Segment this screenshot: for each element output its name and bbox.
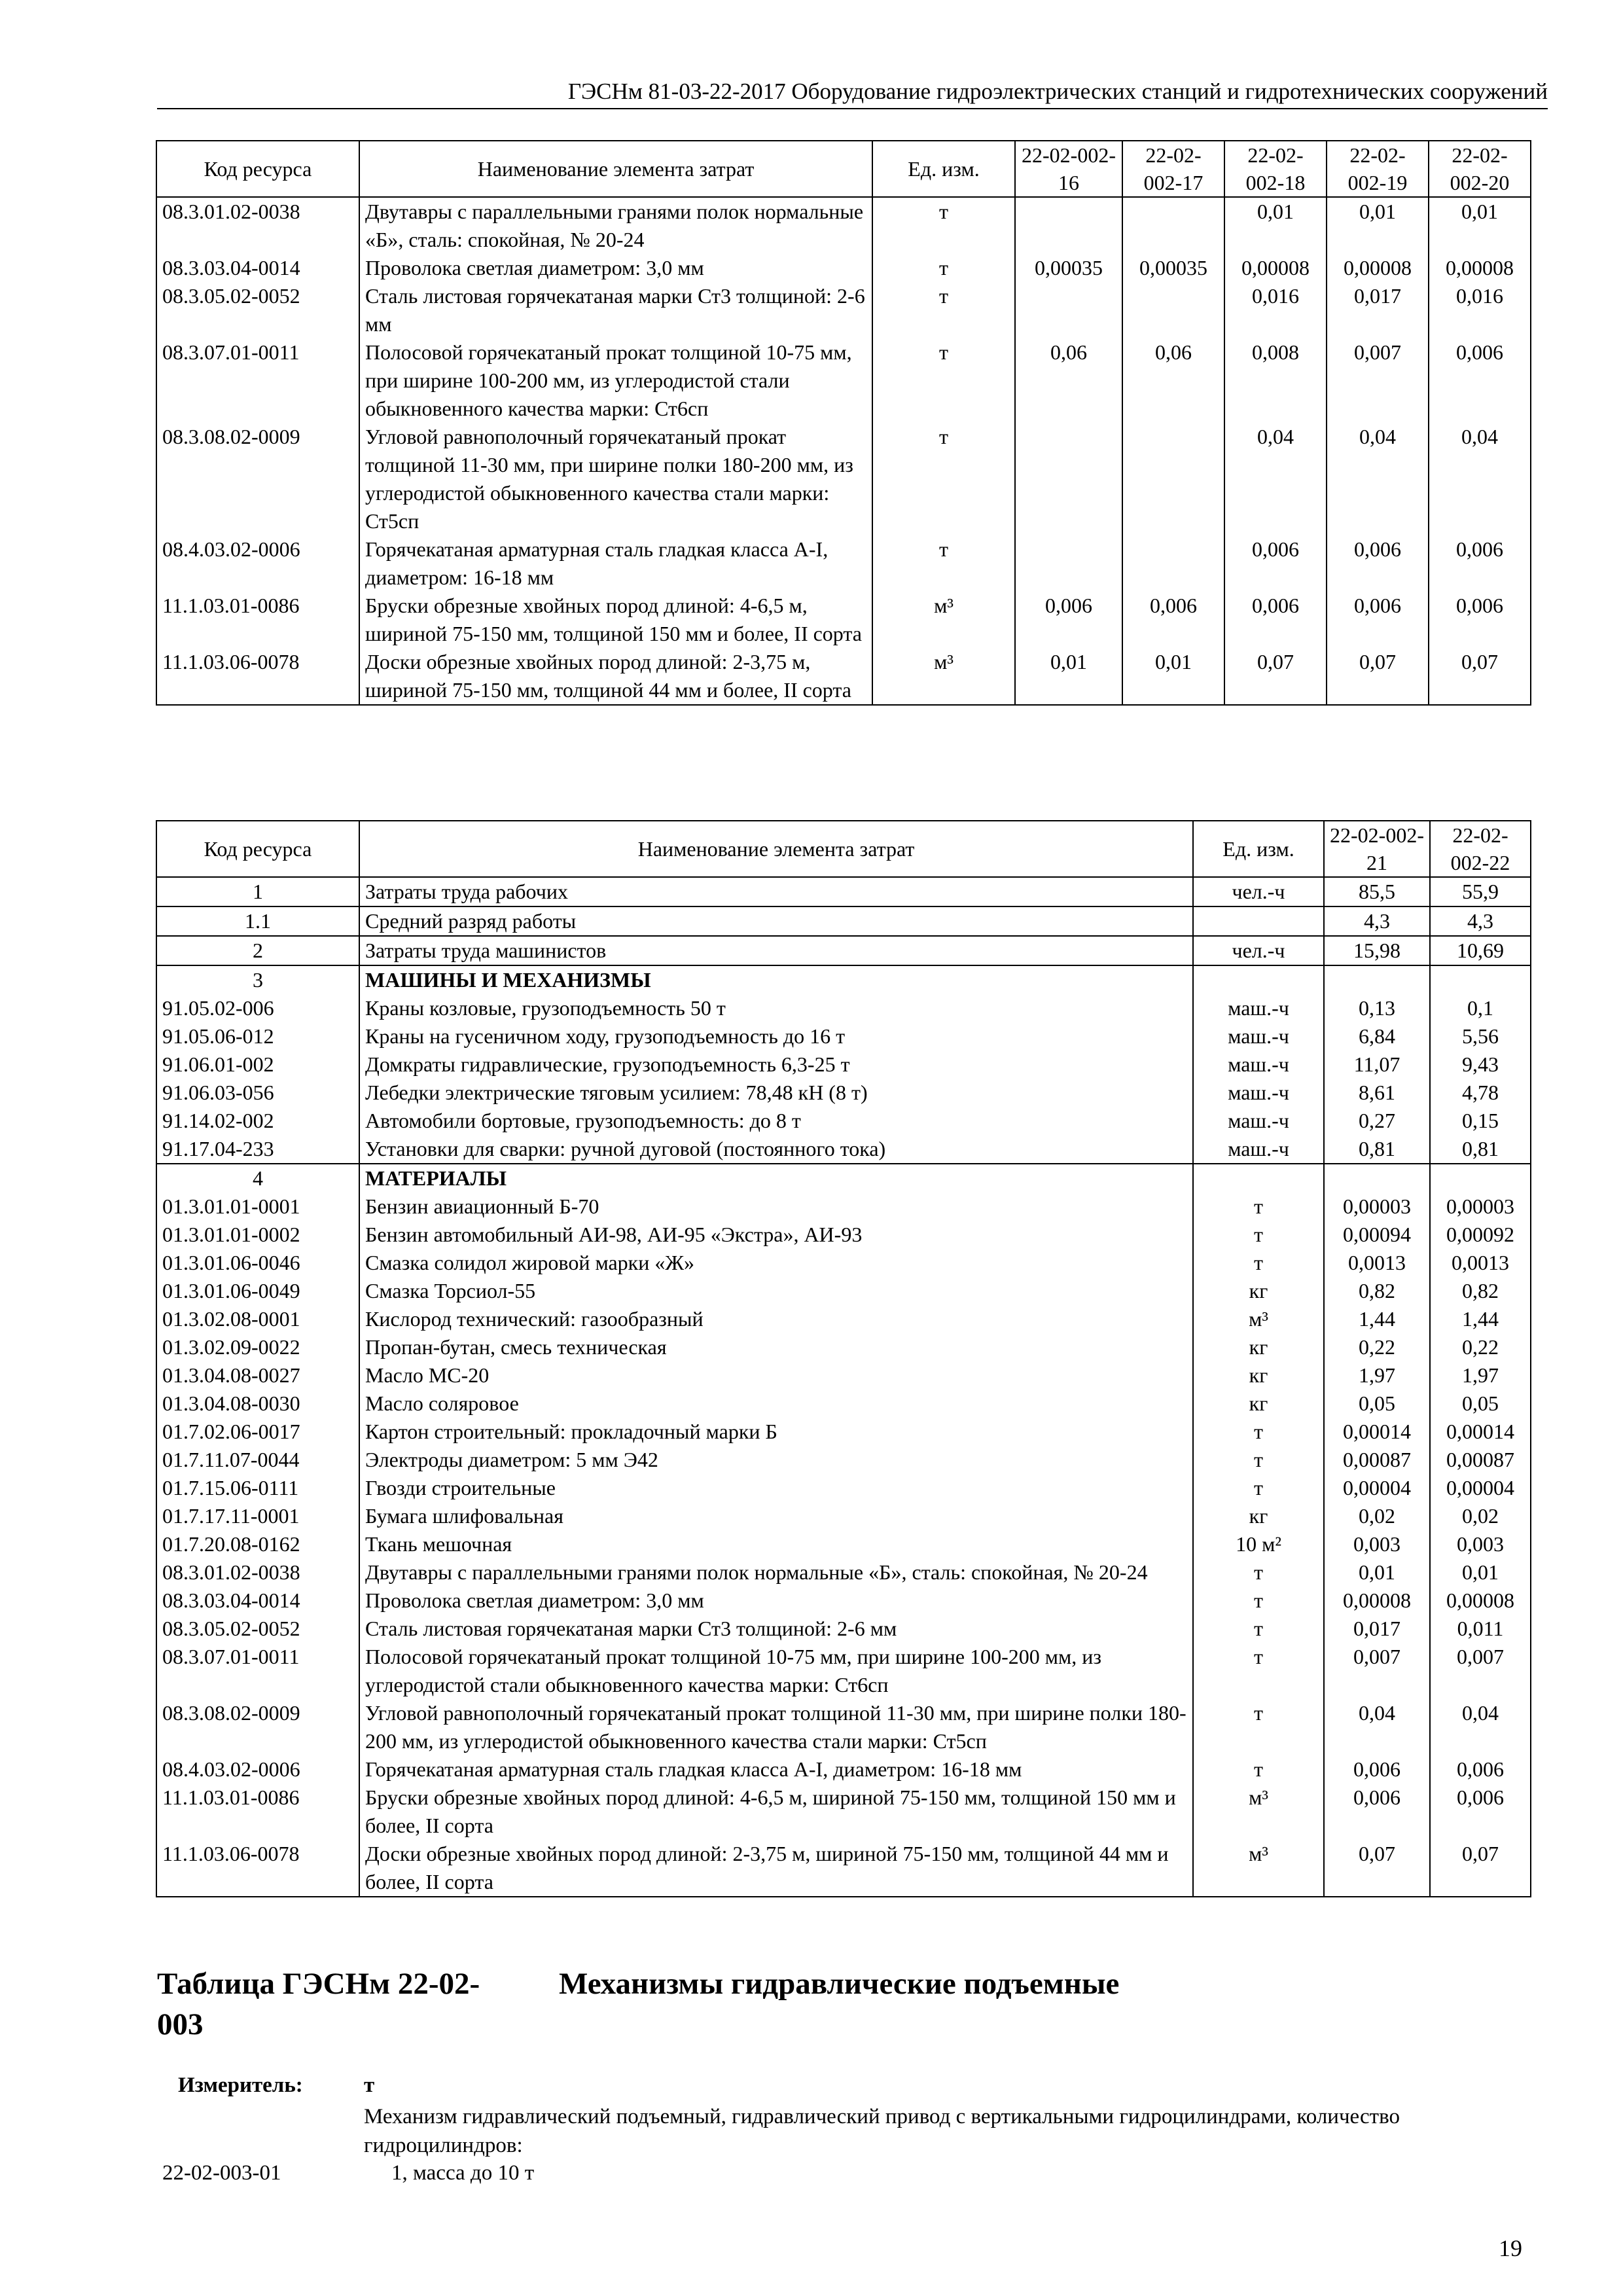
value-cell: 0,13: [1324, 994, 1430, 1022]
value-cell: 0,01: [1324, 1558, 1430, 1587]
value-cell: 0,006: [1430, 1784, 1531, 1840]
value-cell: 1,97: [1430, 1361, 1531, 1390]
table-row: [156, 1390, 1531, 1418]
resource-name-cell: Электроды диаметром: 5 мм Э42: [359, 1446, 1193, 1474]
resource-name-cell: Горячекатаная арматурная сталь гладкая класса А-I, диаметром: 16-18 мм: [359, 1755, 1193, 1784]
resource-name-cell: Полосовой горячекатаный прокат толщиной 10-75 мм, при ширине 100-200 мм, из углеродистой стали обыкновенного качества марки: Ст6сп: [359, 338, 872, 423]
unit-cell: м³: [1193, 1305, 1324, 1333]
table-row: [156, 1333, 1531, 1361]
value-cell: 0,06: [1122, 338, 1224, 423]
value-cell: [1324, 1164, 1430, 1193]
table-row: [156, 1643, 1531, 1699]
resource-name-cell: Горячекатаная арматурная сталь гладкая класса А-I, диаметром: 16-18 мм: [359, 535, 872, 592]
resource-code-cell: 08.3.08.02-0009: [156, 1699, 359, 1755]
table-header-row: [156, 821, 1531, 877]
column-header: Наименование элемента затрат: [359, 821, 1193, 877]
value-cell: 0,016: [1429, 282, 1531, 338]
resource-name-cell: Смазка солидол жировой марки «Ж»: [359, 1249, 1193, 1277]
norm-name: 1, масса до 10 т: [391, 2161, 535, 2185]
value-cell: 0,00014: [1430, 1418, 1531, 1446]
resource-name-cell: Угловой равнополочный горячекатаный прокат толщиной 11-30 мм, при ширине полки 180-200 мм, из углеродистой обыкновенного качества стали марки: Ст5сп: [359, 1699, 1193, 1755]
resource-code-cell: 01.7.20.08-0162: [156, 1530, 359, 1558]
resource-table-2: [156, 820, 1531, 1897]
unit-cell: т: [1193, 1755, 1324, 1784]
resource-name-cell: Бензин авиационный Б-70: [359, 1193, 1193, 1221]
value-cell: 0,006: [1429, 592, 1531, 648]
column-header: Наименование элемента затрат: [359, 141, 872, 197]
value-cell: 0,22: [1430, 1333, 1531, 1361]
table-row: [156, 1107, 1531, 1135]
header-rule: [157, 108, 1548, 109]
table-row: [156, 994, 1531, 1022]
column-header: 22-02-002-17: [1122, 141, 1224, 197]
unit-cell: т: [1193, 1474, 1324, 1502]
resource-name-cell: Сталь листовая горячекатаная марки Ст3 толщиной: 2-6 мм: [359, 1615, 1193, 1643]
unit-cell: маш.-ч: [1193, 1107, 1324, 1135]
resource-name-cell: Проволока светлая диаметром: 3,0 мм: [359, 1587, 1193, 1615]
resource-code-cell: 01.3.02.09-0022: [156, 1333, 359, 1361]
table-row: [156, 1164, 1531, 1193]
resource-code-cell: 08.4.03.02-0006: [156, 1755, 359, 1784]
value-cell: 0,006: [1224, 535, 1327, 592]
resource-code-cell: 91.06.03-056: [156, 1079, 359, 1107]
value-cell: 0,00094: [1324, 1221, 1430, 1249]
resource-name-cell: Доски обрезные хвойных пород длиной: 2-3,75 м, шириной 75-150 мм, толщиной 44 мм и более, II сорта: [359, 648, 872, 705]
unit-cell: маш.-ч: [1193, 1079, 1324, 1107]
value-cell: 8,61: [1324, 1079, 1430, 1107]
resource-name-cell: Средний разряд работы: [359, 906, 1193, 936]
value-cell: 0,00087: [1324, 1446, 1430, 1474]
resource-name-cell: Краны козловые, грузоподъемность 50 т: [359, 994, 1193, 1022]
resource-name-cell: Ткань мешочная: [359, 1530, 1193, 1558]
resource-code-cell: 08.3.07.01-0011: [156, 1643, 359, 1699]
value-cell: 0,05: [1430, 1390, 1531, 1418]
unit-cell: т: [1193, 1699, 1324, 1755]
value-cell: 0,006: [1429, 338, 1531, 423]
unit-cell: кг: [1193, 1333, 1324, 1361]
value-cell: [1122, 423, 1224, 535]
value-cell: 0,07: [1327, 648, 1429, 705]
value-cell: 0,07: [1429, 648, 1531, 705]
table-row: [156, 1050, 1531, 1079]
value-cell: 0,017: [1324, 1615, 1430, 1643]
table-row: [156, 877, 1531, 906]
resource-name-cell: Сталь листовая горячекатаная марки Ст3 толщиной: 2-6 мм: [359, 282, 872, 338]
unit-cell: [1193, 906, 1324, 936]
value-cell: 0,011: [1430, 1615, 1531, 1643]
column-header: 22-02-002-18: [1224, 141, 1327, 197]
table-row: [156, 1502, 1531, 1530]
value-cell: 0,02: [1430, 1502, 1531, 1530]
resource-name-cell: Смазка Торсиол-55: [359, 1277, 1193, 1305]
value-cell: 1,44: [1324, 1305, 1430, 1333]
value-cell: [1122, 535, 1224, 592]
resource-code-cell: 11.1.03.01-0086: [156, 592, 359, 648]
table-row: [156, 936, 1531, 965]
value-cell: 0,00004: [1324, 1474, 1430, 1502]
resource-name-cell: Масло МС-20: [359, 1361, 1193, 1390]
unit-cell: т: [1193, 1615, 1324, 1643]
unit-cell: кг: [1193, 1390, 1324, 1418]
table-row: [156, 648, 1531, 705]
page-header: ГЭСНм 81-03-22-2017 Оборудование гидроэлектрических станций и гидротехнических сооружений: [567, 79, 1548, 104]
column-header: 22-02-002-16: [1015, 141, 1122, 197]
table-row: [156, 1193, 1531, 1221]
table-row: [156, 1784, 1531, 1840]
value-cell: [1015, 535, 1122, 592]
value-cell: 0,0013: [1430, 1249, 1531, 1277]
unit-cell: [1193, 1164, 1324, 1193]
resource-name-cell: Масло соляровое: [359, 1390, 1193, 1418]
resource-code-cell: 08.3.01.02-0038: [156, 197, 359, 254]
value-cell: 0,01: [1015, 648, 1122, 705]
table-row: [156, 1446, 1531, 1474]
table-row: [156, 1418, 1531, 1446]
column-header: 22-02-002-20: [1429, 141, 1531, 197]
value-cell: 0,00008: [1430, 1587, 1531, 1615]
resource-code-cell: 91.17.04-233: [156, 1135, 359, 1164]
resource-name-cell: Бензин автомобильный АИ-98, АИ-95 «Экстра», АИ-93: [359, 1221, 1193, 1249]
resource-code-cell: 91.05.06-012: [156, 1022, 359, 1050]
unit-cell: чел.-ч: [1193, 877, 1324, 906]
unit-cell: маш.-ч: [1193, 994, 1324, 1022]
value-cell: 0,15: [1430, 1107, 1531, 1135]
value-cell: 0,07: [1430, 1840, 1531, 1897]
value-cell: 0,0013: [1324, 1249, 1430, 1277]
unit-cell: кг: [1193, 1361, 1324, 1390]
value-cell: 0,00008: [1324, 1587, 1430, 1615]
resource-name-cell: МАШИНЫ И МЕХАНИЗМЫ: [359, 965, 1193, 994]
table-row: [156, 906, 1531, 936]
unit-cell: кг: [1193, 1277, 1324, 1305]
resource-code-cell: 01.7.17.11-0001: [156, 1502, 359, 1530]
table-row: [156, 1305, 1531, 1333]
value-cell: 0,007: [1327, 338, 1429, 423]
unit-cell: т: [1193, 1193, 1324, 1221]
resource-code-cell: 08.3.03.04-0014: [156, 1587, 359, 1615]
value-cell: 0,05: [1324, 1390, 1430, 1418]
value-cell: 1,44: [1430, 1305, 1531, 1333]
resource-name-cell: Двутавры с параллельными гранями полок нормальные «Б», сталь: спокойная, № 20-24: [359, 1558, 1193, 1587]
value-cell: 0,017: [1327, 282, 1429, 338]
unit-cell: 10 м²: [1193, 1530, 1324, 1558]
value-cell: 0,006: [1324, 1755, 1430, 1784]
value-cell: 11,07: [1324, 1050, 1430, 1079]
column-header: 22-02-002-19: [1327, 141, 1429, 197]
value-cell: 0,003: [1324, 1530, 1430, 1558]
resource-name-cell: Домкраты гидравлические, грузоподъемность 6,3-25 т: [359, 1050, 1193, 1079]
table-title-code: Таблица ГЭСНм 22-02-003: [157, 1967, 480, 2041]
meter-label: Измеритель:: [178, 2073, 303, 2097]
resource-code-cell: 1: [156, 877, 359, 906]
unit-cell: т: [1193, 1446, 1324, 1474]
page-number: 19: [1499, 2235, 1522, 2261]
value-cell: 0,04: [1324, 1699, 1430, 1755]
value-cell: [1122, 282, 1224, 338]
resource-code-cell: 11.1.03.06-0078: [156, 648, 359, 705]
value-cell: 0,82: [1430, 1277, 1531, 1305]
table-row: [156, 254, 1531, 282]
resource-name-cell: Лебедки электрические тяговым усилием: 78,48 кН (8 т): [359, 1079, 1193, 1107]
unit-cell: маш.-ч: [1193, 1135, 1324, 1164]
unit-cell: м³: [1193, 1840, 1324, 1897]
value-cell: 0,006: [1015, 592, 1122, 648]
value-cell: [1430, 1164, 1531, 1193]
column-header: 22-02-002-21: [1324, 821, 1430, 877]
table-row: [156, 282, 1531, 338]
table-row: [156, 1755, 1531, 1784]
value-cell: 10,69: [1430, 936, 1531, 965]
resource-code-cell: 01.3.01.01-0002: [156, 1221, 359, 1249]
norm-description: Механизм гидравлический подъемный, гидравлический привод с вертикальными гидроцилиндрами, количество гидроцилиндров:: [364, 2105, 1400, 2157]
resource-code-cell: 08.3.03.04-0014: [156, 254, 359, 282]
value-cell: 0,02: [1324, 1502, 1430, 1530]
table-row: [156, 965, 1531, 994]
resource-code-cell: 08.3.07.01-0011: [156, 338, 359, 423]
value-cell: 0,008: [1224, 338, 1327, 423]
unit-cell: м³: [1193, 1784, 1324, 1840]
unit-cell: т: [872, 197, 1015, 254]
resource-code-cell: 01.3.01.06-0049: [156, 1277, 359, 1305]
resource-code-cell: 11.1.03.01-0086: [156, 1784, 359, 1840]
resource-code-cell: 01.3.04.08-0027: [156, 1361, 359, 1390]
column-header: Ед. изм.: [872, 141, 1015, 197]
value-cell: 4,3: [1324, 906, 1430, 936]
value-cell: 55,9: [1430, 877, 1531, 906]
value-cell: 0,01: [1224, 197, 1327, 254]
column-header: 22-02-002-22: [1430, 821, 1531, 877]
value-cell: 15,98: [1324, 936, 1430, 965]
resource-code-cell: 91.05.02-006: [156, 994, 359, 1022]
unit-cell: т: [872, 338, 1015, 423]
value-cell: 0,01: [1122, 648, 1224, 705]
resource-code-cell: 01.7.02.06-0017: [156, 1418, 359, 1446]
resource-code-cell: 01.3.02.08-0001: [156, 1305, 359, 1333]
resource-name-cell: Угловой равнополочный горячекатаный прокат толщиной 11-30 мм, при ширине полки 180-200 мм, из углеродистой обыкновенного качества стали марки: Ст5сп: [359, 423, 872, 535]
table-row: [156, 338, 1531, 423]
value-cell: [1015, 282, 1122, 338]
value-cell: 0,07: [1324, 1840, 1430, 1897]
resource-code-cell: 08.3.05.02-0052: [156, 282, 359, 338]
resource-code-cell: 08.3.05.02-0052: [156, 1615, 359, 1643]
unit-cell: м³: [872, 648, 1015, 705]
unit-cell: т: [872, 254, 1015, 282]
table-row: [156, 1135, 1531, 1164]
resource-name-cell: Проволока светлая диаметром: 3,0 мм: [359, 254, 872, 282]
resource-name-cell: МАТЕРИАЛЫ: [359, 1164, 1193, 1193]
resource-name-cell: Доски обрезные хвойных пород длиной: 2-3,75 м, шириной 75-150 мм, толщиной 44 мм и более, II сорта: [359, 1840, 1193, 1897]
unit-cell: чел.-ч: [1193, 936, 1324, 965]
value-cell: 1,97: [1324, 1361, 1430, 1390]
table-row: [156, 1474, 1531, 1502]
value-cell: [1015, 197, 1122, 254]
unit-cell: т: [872, 282, 1015, 338]
value-cell: 0,007: [1430, 1643, 1531, 1699]
resource-name-cell: Двутавры с параллельными гранями полок нормальные «Б», сталь: спокойная, № 20-24: [359, 197, 872, 254]
unit-cell: т: [1193, 1587, 1324, 1615]
value-cell: 0,04: [1430, 1699, 1531, 1755]
resource-code-cell: 01.3.01.01-0001: [156, 1193, 359, 1221]
resource-code-cell: 01.7.15.06-0111: [156, 1474, 359, 1502]
unit-cell: маш.-ч: [1193, 1022, 1324, 1050]
table-row: [156, 1587, 1531, 1615]
value-cell: 0,07: [1224, 648, 1327, 705]
resource-name-cell: Гвозди строительные: [359, 1474, 1193, 1502]
value-cell: 0,00008: [1429, 254, 1531, 282]
unit-cell: т: [872, 535, 1015, 592]
value-cell: 0,00003: [1430, 1193, 1531, 1221]
unit-cell: маш.-ч: [1193, 1050, 1324, 1079]
unit-cell: [1193, 965, 1324, 994]
value-cell: 0,006: [1224, 592, 1327, 648]
resource-code-cell: 11.1.03.06-0078: [156, 1840, 359, 1897]
table-row: [156, 1249, 1531, 1277]
unit-cell: м³: [872, 592, 1015, 648]
column-header: Ед. изм.: [1193, 821, 1324, 877]
resource-name-cell: Затраты труда рабочих: [359, 877, 1193, 906]
resource-code-cell: 4: [156, 1164, 359, 1193]
unit-cell: т: [1193, 1418, 1324, 1446]
value-cell: 0,82: [1324, 1277, 1430, 1305]
value-cell: 0,006: [1429, 535, 1531, 592]
value-cell: 0,81: [1324, 1135, 1430, 1164]
table-row: [156, 1530, 1531, 1558]
resource-code-cell: 91.06.01-002: [156, 1050, 359, 1079]
value-cell: 4,3: [1430, 906, 1531, 936]
unit-cell: т: [1193, 1249, 1324, 1277]
column-header: Код ресурса: [156, 821, 359, 877]
value-cell: [1015, 423, 1122, 535]
value-cell: 85,5: [1324, 877, 1430, 906]
unit-cell: т: [1193, 1558, 1324, 1587]
resource-code-cell: 91.14.02-002: [156, 1107, 359, 1135]
value-cell: 0,00008: [1224, 254, 1327, 282]
value-cell: 0,006: [1327, 592, 1429, 648]
resource-table-1: [156, 140, 1531, 706]
value-cell: 0,00035: [1015, 254, 1122, 282]
resource-name-cell: Картон строительный: прокладочный марки Б: [359, 1418, 1193, 1446]
resource-name-cell: Установки для сварки: ручной дуговой (постоянного тока): [359, 1135, 1193, 1164]
table-title-name: Механизмы гидравлические подъемные: [559, 1967, 1120, 2001]
value-cell: 0,00008: [1327, 254, 1429, 282]
value-cell: 4,78: [1430, 1079, 1531, 1107]
resource-name-cell: Автомобили бортовые, грузоподъемность: до 8 т: [359, 1107, 1193, 1135]
resource-code-cell: 08.4.03.02-0006: [156, 535, 359, 592]
table-row: [156, 1699, 1531, 1755]
norm-code: 22-02-003-01: [162, 2161, 281, 2185]
resource-name-cell: Пропан-бутан, смесь техническая: [359, 1333, 1193, 1361]
unit-cell: т: [1193, 1221, 1324, 1249]
value-cell: 0,00003: [1324, 1193, 1430, 1221]
table-row: [156, 1277, 1531, 1305]
value-cell: 0,006: [1324, 1784, 1430, 1840]
value-cell: 0,01: [1430, 1558, 1531, 1587]
value-cell: [1430, 965, 1531, 994]
value-cell: 0,06: [1015, 338, 1122, 423]
value-cell: 0,27: [1324, 1107, 1430, 1135]
table-row: [156, 1558, 1531, 1587]
resource-code-cell: 3: [156, 965, 359, 994]
unit-cell: кг: [1193, 1502, 1324, 1530]
value-cell: 0,04: [1429, 423, 1531, 535]
table-row: [156, 1079, 1531, 1107]
value-cell: 0,006: [1327, 535, 1429, 592]
resource-code-cell: 01.3.04.08-0030: [156, 1390, 359, 1418]
table-row: [156, 1615, 1531, 1643]
resource-name-cell: Бруски обрезные хвойных пород длиной: 4-6,5 м, шириной 75-150 мм, толщиной 150 мм и более, II сорта: [359, 1784, 1193, 1840]
resource-name-cell: Бруски обрезные хвойных пород длиной: 4-6,5 м, шириной 75-150 мм, толщиной 150 мм и более, II сорта: [359, 592, 872, 648]
meter-value: т: [364, 2073, 375, 2097]
value-cell: 0,00004: [1430, 1474, 1531, 1502]
resource-code-cell: 1.1: [156, 906, 359, 936]
value-cell: 0,003: [1430, 1530, 1531, 1558]
value-cell: 6,84: [1324, 1022, 1430, 1050]
resource-name-cell: Краны на гусеничном ходу, грузоподъемность до 16 т: [359, 1022, 1193, 1050]
value-cell: 0,016: [1224, 282, 1327, 338]
resource-name-cell: Кислород технический: газообразный: [359, 1305, 1193, 1333]
resource-code-cell: 01.7.11.07-0044: [156, 1446, 359, 1474]
resource-code-cell: 08.3.01.02-0038: [156, 1558, 359, 1587]
table-row: [156, 1221, 1531, 1249]
value-cell: 0,00092: [1430, 1221, 1531, 1249]
value-cell: [1122, 197, 1224, 254]
table-row: [156, 1840, 1531, 1897]
resource-name-cell: Бумага шлифовальная: [359, 1502, 1193, 1530]
value-cell: 0,00087: [1430, 1446, 1531, 1474]
table-header-row: [156, 141, 1531, 197]
value-cell: 0,81: [1430, 1135, 1531, 1164]
value-cell: 0,04: [1327, 423, 1429, 535]
column-header: Код ресурса: [156, 141, 359, 197]
value-cell: 0,01: [1429, 197, 1531, 254]
value-cell: 0,01: [1327, 197, 1429, 254]
table-row: [156, 1022, 1531, 1050]
resource-code-cell: 2: [156, 936, 359, 965]
table-row: [156, 535, 1531, 592]
value-cell: 0,04: [1224, 423, 1327, 535]
unit-cell: т: [872, 423, 1015, 535]
unit-cell: т: [1193, 1643, 1324, 1699]
table-row: [156, 197, 1531, 254]
value-cell: 0,00035: [1122, 254, 1224, 282]
resource-name-cell: Полосовой горячекатаный прокат толщиной 10-75 мм, при ширине 100-200 мм, из углеродистой стали обыкновенного качества марки: Ст6сп: [359, 1643, 1193, 1699]
value-cell: 0,1: [1430, 994, 1531, 1022]
value-cell: 0,006: [1122, 592, 1224, 648]
value-cell: 5,56: [1430, 1022, 1531, 1050]
resource-name-cell: Затраты труда машинистов: [359, 936, 1193, 965]
table-row: [156, 423, 1531, 535]
table-row: [156, 1361, 1531, 1390]
value-cell: [1324, 965, 1430, 994]
resource-code-cell: 08.3.08.02-0009: [156, 423, 359, 535]
resource-code-cell: 01.3.01.06-0046: [156, 1249, 359, 1277]
table-row: [156, 592, 1531, 648]
value-cell: 0,006: [1430, 1755, 1531, 1784]
value-cell: 0,00014: [1324, 1418, 1430, 1446]
value-cell: 9,43: [1430, 1050, 1531, 1079]
value-cell: 0,22: [1324, 1333, 1430, 1361]
value-cell: 0,007: [1324, 1643, 1430, 1699]
